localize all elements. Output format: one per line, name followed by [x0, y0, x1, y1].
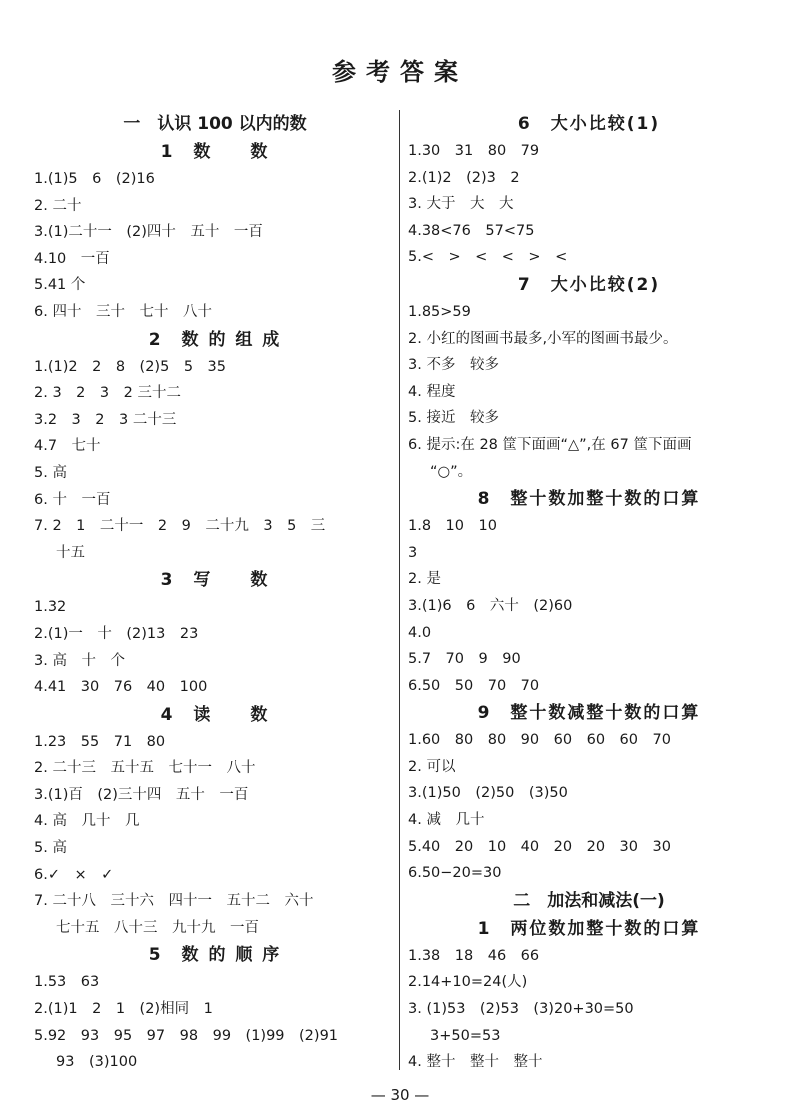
answer-line: 3.(1)6 6 六十 (2)60: [408, 597, 573, 614]
answer-line: 1.38 18 46 66: [408, 947, 540, 964]
answer-line: 5. 接近 较多: [408, 410, 499, 427]
answer-line: 7. 二十八 三十六 四十一 五十二 六十: [34, 893, 314, 910]
answer-line: 5.92 93 95 97 98 99 (1)99 (2)91: [34, 1027, 339, 1044]
answer-line: 4.38<76 57<75: [408, 222, 535, 239]
answer-line: 6.✓ × ✓: [34, 866, 114, 883]
answer-line: 2.(1)2 (2)3 2: [408, 169, 520, 186]
left-column: [34, 110, 396, 1076]
answer-line: 3. 不多 较多: [408, 357, 499, 374]
answer-line: 3. 大于 大 大: [408, 196, 514, 213]
page-title: 参考答案: [332, 57, 468, 86]
answer-line: 5.41 个: [34, 277, 86, 294]
answer-line: 5.< > < < > <: [408, 249, 568, 266]
section-heading: 5 数 的 顺 序: [148, 945, 282, 966]
answer-line: 6. 十 一百: [34, 491, 111, 508]
answer-line: 2.14+10=24(人): [408, 974, 528, 991]
answer-line: 6. 提示:在 28 筐下面画“△”,在 67 筐下面画: [408, 436, 692, 453]
answer-line: 2. 是: [408, 571, 441, 588]
answer-line-continued: 3+50=53: [430, 1027, 501, 1044]
answer-line: 4. 整十 整十 整十: [408, 1054, 543, 1071]
answer-line: 1.30 31 80 79: [408, 143, 540, 159]
section-heading: 7 大小比较(2): [517, 274, 661, 295]
section-heading: 4 读 数: [160, 704, 270, 725]
answer-line: 1.32: [34, 599, 67, 616]
answer-line: 1.8 10 10: [408, 518, 497, 535]
answer-line: 4. 高 几十 几: [34, 813, 140, 830]
answer-line: 2.(1)一 十 (2)13 23: [34, 625, 199, 642]
answer-line: 4.7 七十: [34, 438, 101, 455]
answer-line-continued: 93 (3)100: [56, 1054, 138, 1071]
section-heading: 1 两位数加整十数的口算: [477, 918, 701, 939]
answer-line: 2.(1)1 2 1 (2)相同 1: [34, 1001, 213, 1018]
answer-line: 2. 二十: [34, 197, 82, 214]
answer-line: 3.(1)百 (2)三十四 五十 一百: [34, 786, 249, 803]
chapter-heading: 一 认识 100 以内的数: [123, 114, 307, 134]
answer-line: 3. 高 十 个: [34, 652, 125, 669]
answer-line: 6. 四十 三十 七十 八十: [34, 303, 212, 320]
answer-line: 1.85>59: [408, 303, 471, 320]
answer-line: 1.(1)2 2 8 (2)5 5 35: [34, 358, 226, 375]
section-heading: 1 数 数: [160, 142, 270, 162]
answer-line: 1.23 55 71 80: [34, 733, 166, 750]
answer-line: 2. 小红的图画书最多,小军的图画书最少。: [408, 330, 678, 347]
answer-line: 2. 3 2 3 2 三十二: [34, 385, 181, 402]
answer-line: 4.41 30 76 40 100: [34, 679, 208, 696]
page-number: — 30 —: [370, 1086, 430, 1104]
answer-line-continued: 七十五 八十三 九十九 一百: [56, 919, 259, 936]
answer-line: 5. 高: [34, 464, 67, 481]
section-heading: 2 数 的 组 成: [148, 329, 282, 350]
answer-line: 4.0: [408, 624, 432, 641]
section-heading: 6 大小比较(1): [517, 114, 661, 134]
answer-line: 4. 减 几十: [408, 812, 485, 829]
answer-line: 4. 程度: [408, 383, 456, 400]
answer-line-continued: “○”。: [430, 463, 473, 480]
answer-line: 3. (1)53 (2)53 (3)20+30=50: [408, 1001, 634, 1018]
section-heading: 8 整十数加整十数的口算: [477, 489, 701, 510]
answer-line: 3: [408, 544, 418, 561]
answer-line: 1.(1)5 6 (2)16: [34, 171, 155, 187]
answer-line: 5. 高: [34, 840, 67, 857]
right-column: [408, 110, 770, 1076]
answer-line: 1.60 80 80 90 60 60 60 70: [408, 732, 671, 749]
answer-line: 2. 二十三 五十五 七十一 八十: [34, 760, 256, 777]
answer-line: 2. 可以: [408, 758, 456, 775]
answer-line: 6.50−20=30: [408, 865, 502, 882]
answer-line: 6.50 50 70 70: [408, 677, 540, 694]
chapter-heading: 二 加法和减法(一): [513, 890, 665, 911]
section-heading: 3 写 数: [160, 570, 270, 591]
answer-line: 3.2 3 2 3 二十三: [34, 411, 177, 428]
answer-line: 5.40 20 10 40 20 20 30 30: [408, 838, 671, 855]
answer-line: 7. 2 1 二十一 2 9 二十九 3 5 三: [34, 518, 326, 535]
answer-line: 5.7 70 9 90: [408, 651, 521, 668]
answer-line: 3.(1)50 (2)50 (3)50: [408, 785, 568, 802]
answer-line-continued: 十五: [56, 544, 85, 561]
answer-line: 1.53 63: [34, 974, 100, 991]
section-heading: 9 整十数减整十数的口算: [477, 703, 701, 724]
answer-line: 4.10 一百: [34, 250, 110, 267]
column-divider: [399, 110, 400, 1070]
answer-line: 3.(1)二十一 (2)四十 五十 一百: [34, 224, 263, 241]
